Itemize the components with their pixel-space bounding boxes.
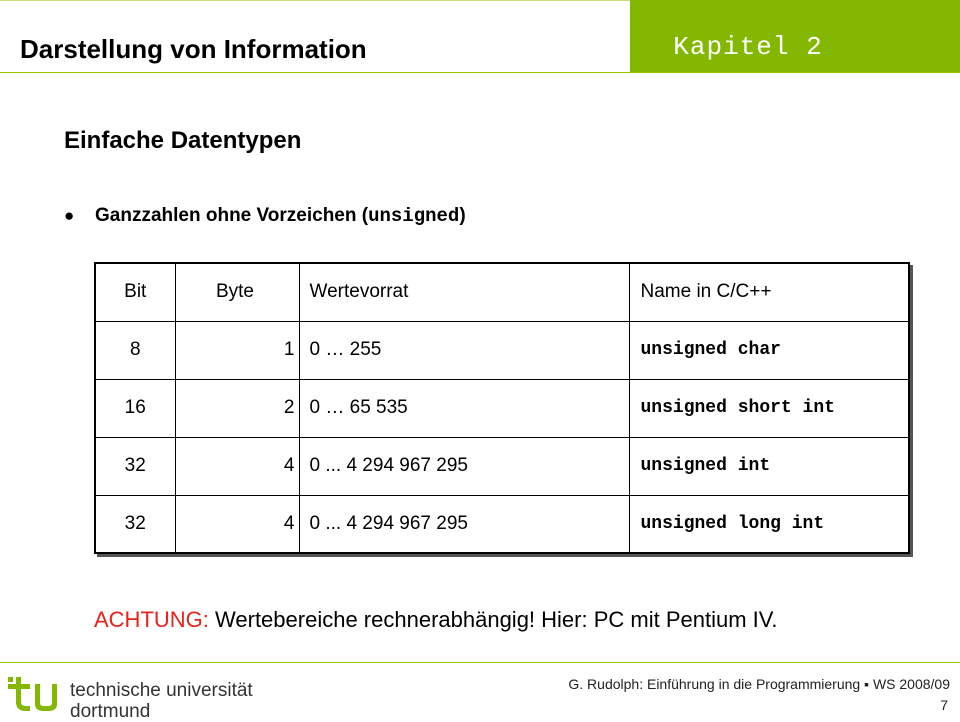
cell-bit: 32 [95,495,175,553]
university-line-1: technische universität [70,680,253,701]
header-bit: Bit [95,263,175,321]
cell-byte: 1 [175,321,299,379]
table-header-row [95,263,909,321]
warning-text: Wertebereiche rechnerabhängig! Hier: PC mit Pentium IV. [215,607,778,632]
cell-bit: 32 [95,437,175,495]
slide-title: Darstellung von Information [20,34,367,64]
cell-byte: 2 [175,379,299,437]
cell-range: 0 ... 4 294 967 295 [299,437,629,495]
footer-credit: G. Rudolph: Einführung in die Programmierung ▪ WS 2008/09 [568,676,950,692]
cell-range: 0 … 255 [299,321,629,379]
header-name: Name in C/C++ [629,263,909,321]
cell-name: unsigned long int [629,495,909,553]
header-top-rule [0,0,630,1]
chapter-label: Kapitel 2 [673,32,823,62]
footer-rule [0,662,960,663]
bullet-item [64,205,466,227]
university-name [70,680,253,722]
bullet-dot-icon: ● [64,206,75,225]
section-heading: Einfache Datentypen [64,127,302,154]
header-byte: Byte [175,263,299,321]
cell-name: unsigned short int [629,379,909,437]
page-number: 7 [940,697,948,713]
header-range: Wertevorrat [299,263,629,321]
university-line-2: dortmund [70,701,151,722]
cell-range: 0 ... 4 294 967 295 [299,495,629,553]
bullet-suffix: ) [459,205,466,226]
bullet-code: unsigned [368,205,460,227]
cell-name: unsigned char [629,321,909,379]
table-row [95,495,909,553]
table-row [95,321,909,379]
cell-byte: 4 [175,437,299,495]
cell-bit: 16 [95,379,175,437]
bullet-prefix: Ganzzahlen ohne Vorzeichen ( [95,205,369,226]
cell-range: 0 … 65 535 [299,379,629,437]
header-rule [0,72,960,73]
cell-byte: 4 [175,495,299,553]
cell-name: unsigned int [629,437,909,495]
cell-bit: 8 [95,321,175,379]
warning-label: ACHTUNG: [94,607,209,632]
datatype-table [94,262,910,554]
warning-note [94,607,778,633]
tu-logo-icon [8,675,68,717]
table-row [95,379,909,437]
table-row [95,437,909,495]
